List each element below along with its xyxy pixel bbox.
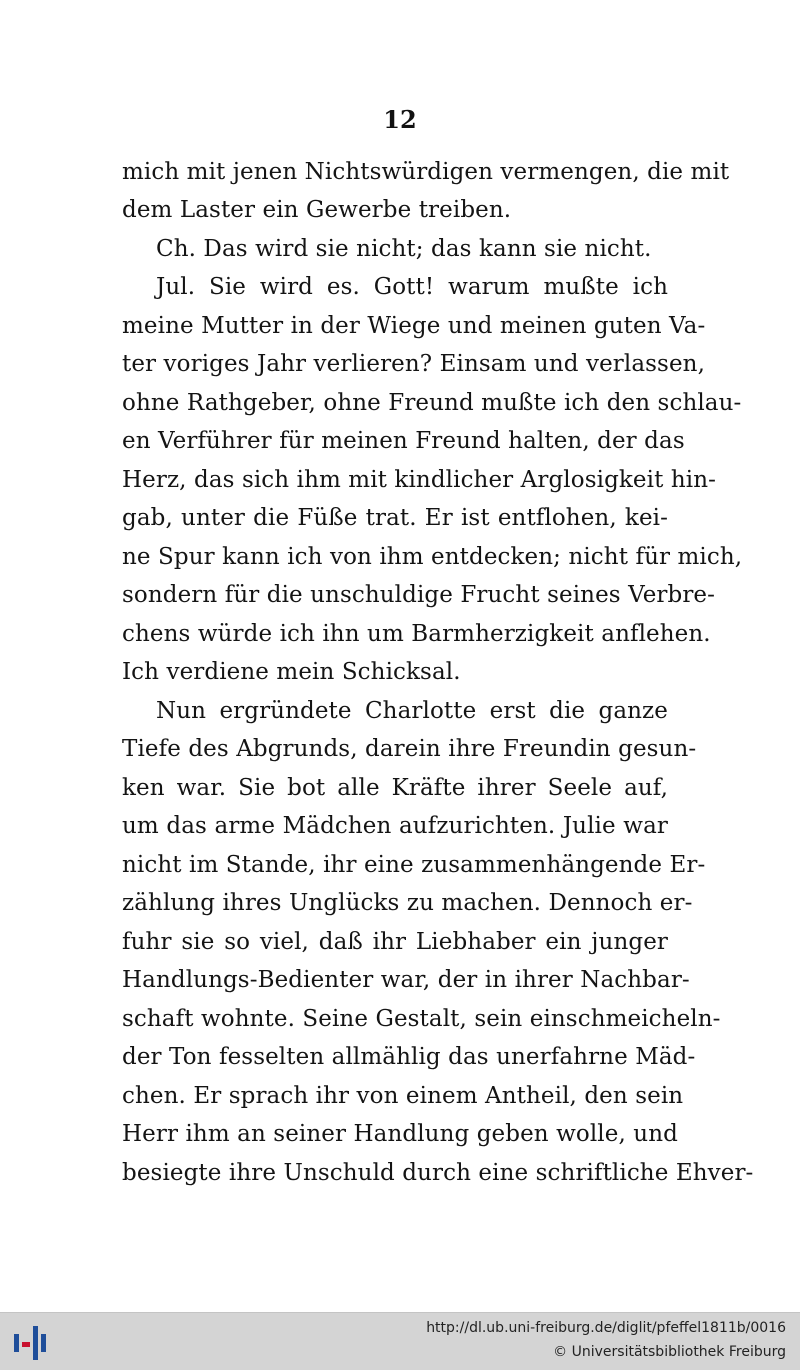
- text-line: chen. Er sprach ihr von einem Antheil, den sein: [122, 1083, 684, 1109]
- text-line: fuhr sie so viel, daß ihr Liebhaber ein junger: [122, 929, 668, 955]
- footer-url-link[interactable]: http://dl.ub.uni-freiburg.de/diglit/pfeffel1811b/0016: [426, 1320, 786, 1336]
- text-line: der Ton fesselten allmählig das unerfahrne Mäd-: [122, 1044, 696, 1070]
- text-line: schaft wohnte. Seine Gestalt, sein einschmeicheln-: [122, 1006, 721, 1032]
- text-line: Jul. Sie wird es. Gott! warum mußte ich: [156, 274, 668, 300]
- footer-bar: [0, 1312, 800, 1370]
- text-line: ne Spur kann ich von ihm entdecken; nicht für mich,: [122, 544, 743, 570]
- text-line: besiegte ihre Unschuld durch eine schriftliche Ehver-: [122, 1160, 754, 1186]
- page-number: 12: [383, 105, 417, 134]
- text-line: nicht im Stande, ihr eine zusammenhängende Er-: [122, 852, 706, 878]
- text-line: meine Mutter in der Wiege und meinen guten Va-: [122, 313, 706, 339]
- text-line: chens würde ich ihn um Barmherzigkeit anflehen.: [122, 621, 711, 647]
- text-line: sondern für die unschuldige Frucht seines Verbre-: [122, 582, 715, 608]
- text-line: Ich verdiene mein Schicksal.: [122, 659, 461, 685]
- text-line: en Verführer für meinen Freund halten, der das: [122, 428, 685, 454]
- text-line: Herz, das sich ihm mit kindlicher Arglosigkeit hin-: [122, 467, 717, 493]
- text-line: mich mit jenen Nichtswürdigen vermengen, die mit: [122, 159, 730, 185]
- footer-copyright: © Universitätsbibliothek Freiburg: [553, 1344, 786, 1360]
- text-line: um das arme Mädchen aufzurichten. Julie war: [122, 813, 668, 839]
- text-line: gab, unter die Füße trat. Er ist entflohen, kei-: [122, 505, 668, 531]
- text-line: ken war. Sie bot alle Kräfte ihrer Seele auf,: [122, 775, 668, 801]
- text-line: Tiefe des Abgrunds, darein ihre Freundin gesun-: [122, 736, 697, 762]
- text-line: Herr ihm an seiner Handlung geben wolle, und: [122, 1121, 678, 1147]
- text-line: zählung ihres Unglücks zu machen. Dennoch er-: [122, 890, 693, 916]
- text-line: Nun ergründete Charlotte erst die ganze: [156, 698, 668, 724]
- text-line: ohne Rathgeber, ohne Freund mußte ich den schlau-: [122, 390, 742, 416]
- text-line: Handlungs-Bedienter war, der in ihrer Nachbar-: [122, 967, 690, 993]
- text-line: ter voriges Jahr verlieren? Einsam und verlassen,: [122, 351, 705, 377]
- ub-freiburg-logo-icon[interactable]: [12, 1322, 48, 1362]
- text-line: Ch. Das wird sie nicht; das kann sie nicht.: [156, 236, 652, 262]
- text-line: dem Laster ein Gewerbe treiben.: [122, 197, 512, 223]
